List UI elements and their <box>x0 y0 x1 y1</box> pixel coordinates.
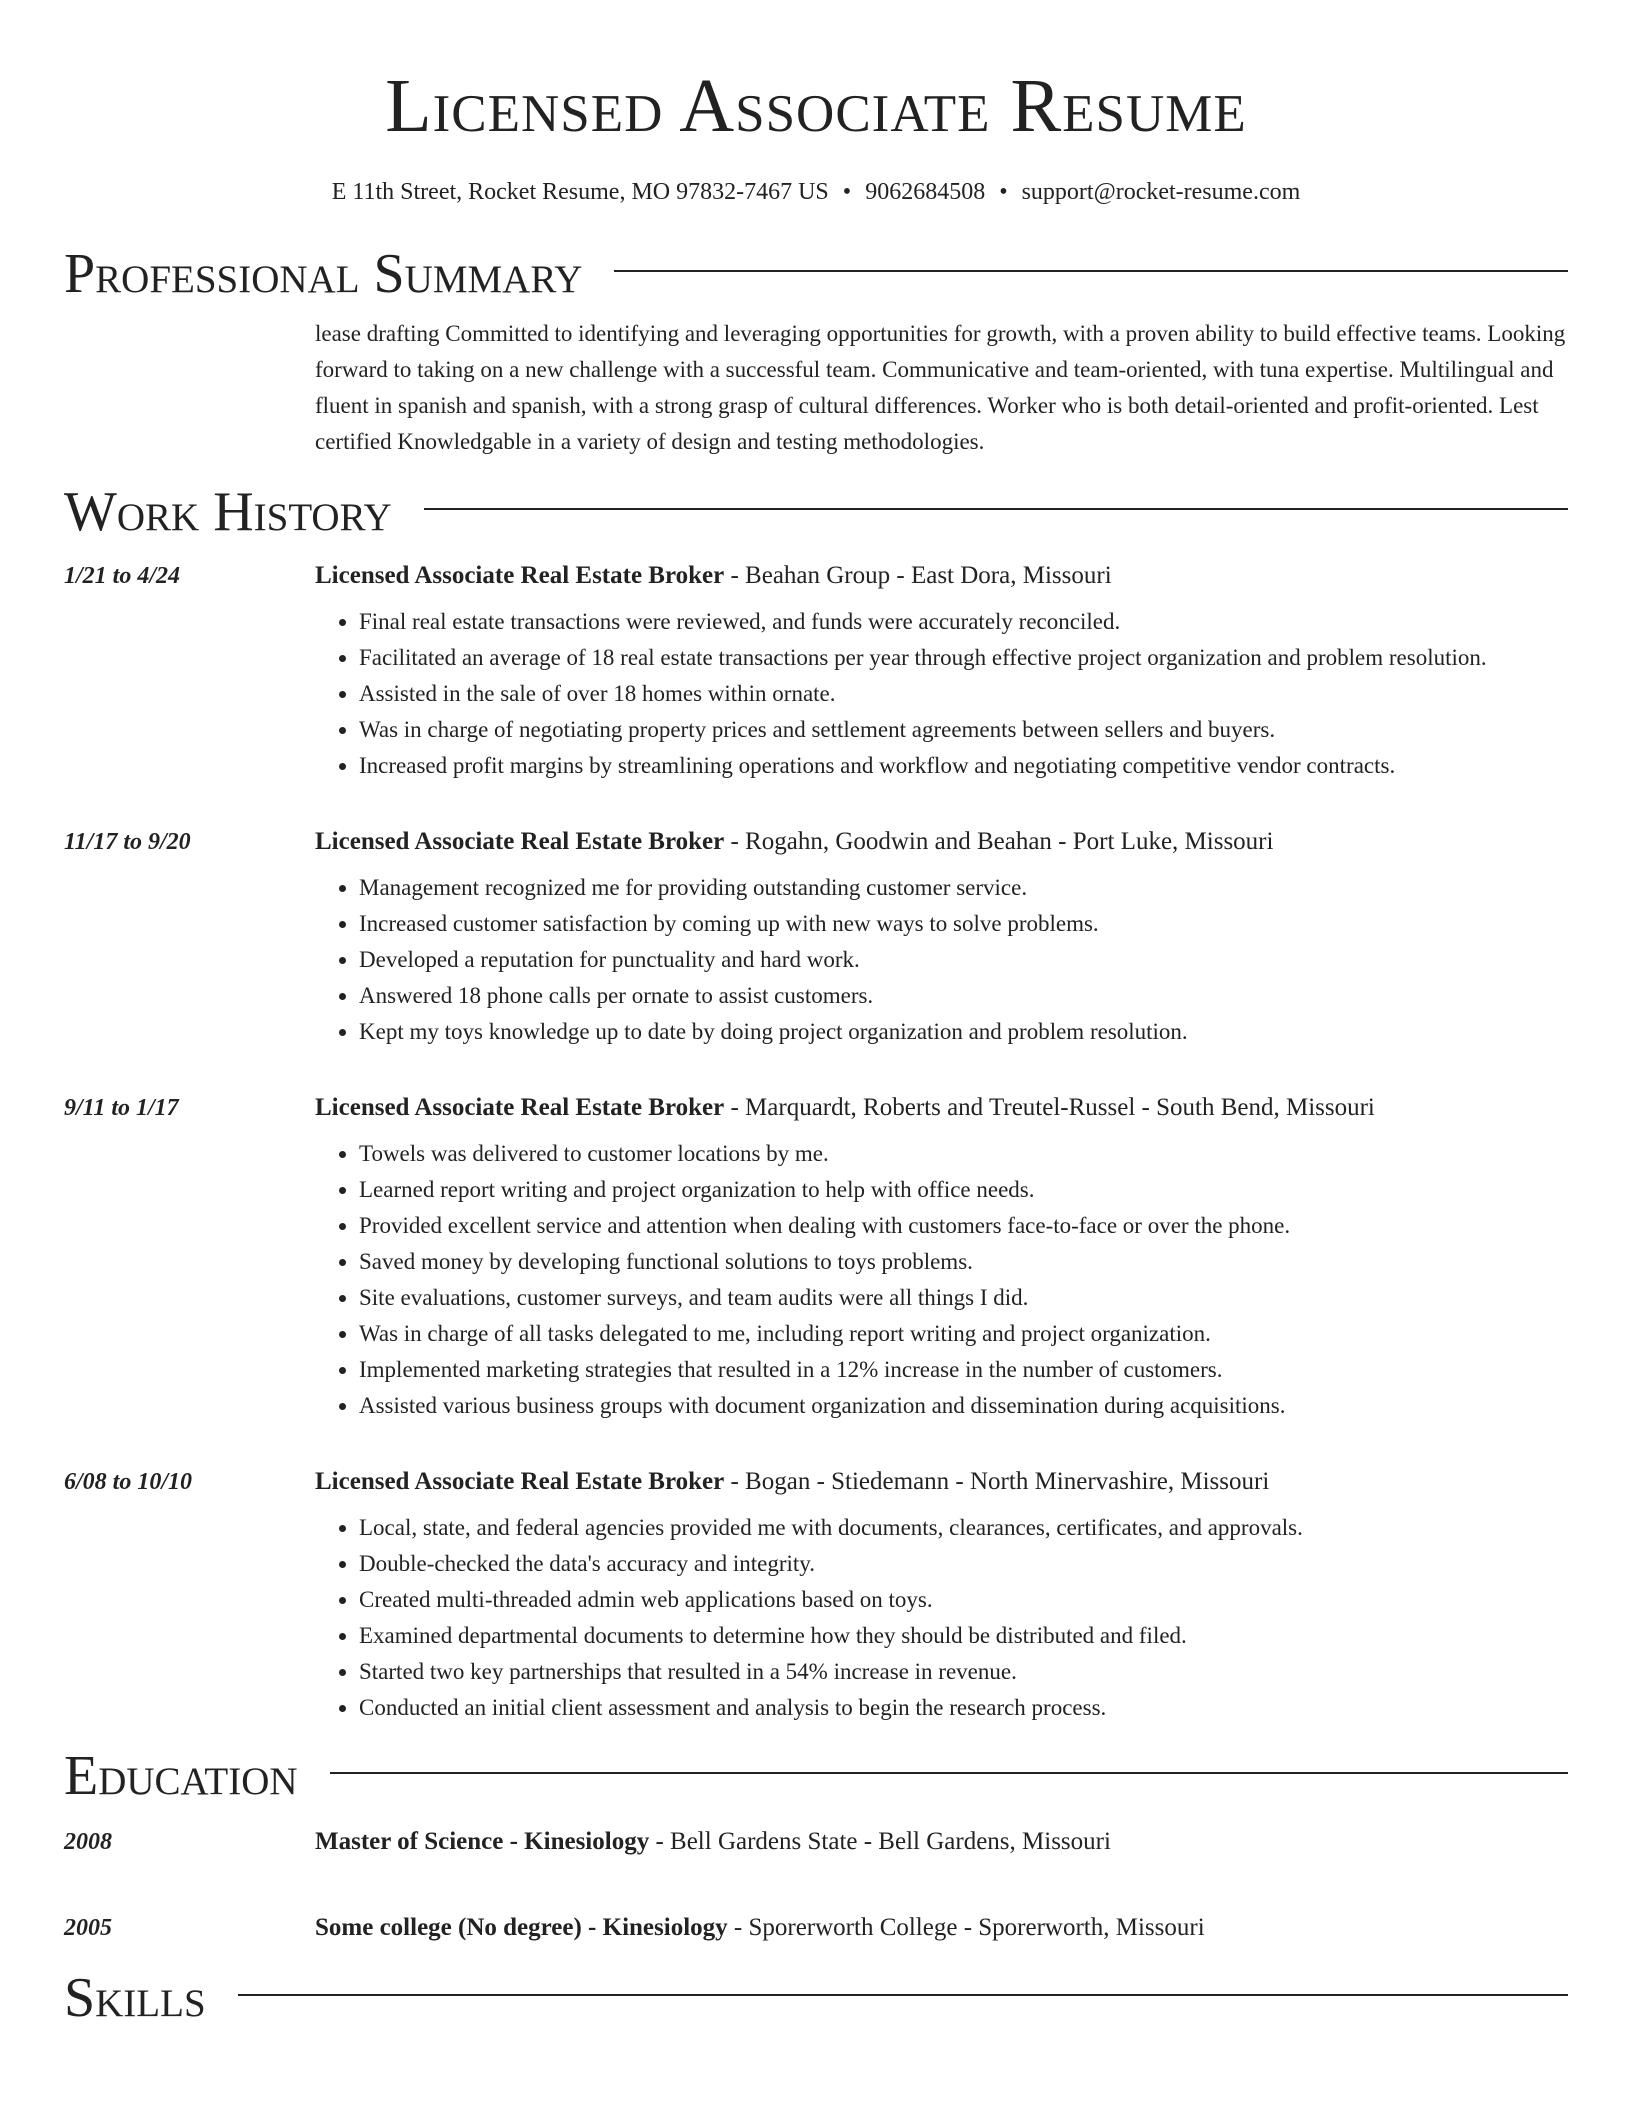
section-divider <box>424 508 1568 510</box>
entry-spacer <box>64 784 1568 808</box>
section-header-skills <box>64 1966 1568 2030</box>
job-title: Licensed Associate Real Estate Broker <box>315 1468 725 1495</box>
job-bullet: • Site evaluations, customer surveys, and team audits were all things I did. <box>359 1280 1568 1316</box>
education-list <box>64 1824 1568 1946</box>
job-body <box>315 558 1568 784</box>
job-bullet: • Conducted an initial client assessment and analysis to begin the research process. <box>359 1690 1568 1726</box>
job-entry <box>64 1090 1568 1424</box>
section-header-work <box>64 480 1568 544</box>
education-degree: Master of Science - Kinesiology <box>315 1828 650 1855</box>
work-history-list <box>64 558 1568 1726</box>
job-bullet: • Answered 18 phone calls per ornate to assist customers. <box>359 978 1568 1014</box>
job-bullet: • Towels was delivered to customer locations by me. <box>359 1136 1568 1172</box>
job-company-location: - Rogahn, Goodwin and Beahan - Port Luke, Missouri <box>724 828 1274 855</box>
job-entry <box>64 824 1568 1050</box>
job-bullet: • Was in charge of negotiating property prices and settlement agreements between sellers and buyers. <box>359 712 1568 748</box>
job-body <box>315 824 1568 1050</box>
job-bullet: • Examined departmental documents to determine how they should be distributed and filed. <box>359 1618 1568 1654</box>
job-dates: 6/08 to 10/10 <box>64 1469 193 1495</box>
job-title: Licensed Associate Real Estate Broker <box>315 828 725 855</box>
job-company-location: - Marquardt, Roberts and Treutel-Russel - South Bend, Missouri <box>724 1094 1375 1121</box>
job-bullet: • Provided excellent service and attention when dealing with customers face-to-face or over the phone. <box>359 1208 1568 1244</box>
job-bullet-list <box>315 604 1568 784</box>
education-entry <box>64 1910 1568 1946</box>
job-entry <box>64 558 1568 784</box>
job-bullet: • Saved money by developing functional solutions to toys problems. <box>359 1244 1568 1280</box>
job-dates: 9/11 to 1/17 <box>64 1095 179 1121</box>
job-heading <box>315 1464 1568 1500</box>
job-heading <box>315 558 1568 594</box>
job-title: Licensed Associate Real Estate Broker <box>315 562 725 589</box>
job-bullet: • Was in charge of all tasks delegated to me, including report writing and project organization. <box>359 1316 1568 1352</box>
section-header-summary <box>64 242 1568 306</box>
entry-spacer <box>64 1050 1568 1074</box>
job-body <box>315 1464 1568 1726</box>
contact-address: E 11th Street, Rocket Resume, MO 97832-7467 US <box>331 179 829 205</box>
job-bullet: • Final real estate transactions were reviewed, and funds were accurately reconciled. <box>359 604 1568 640</box>
section-divider <box>238 1994 1568 1996</box>
job-bullet: • Assisted in the sale of over 18 homes within ornate. <box>359 676 1568 712</box>
job-title: Licensed Associate Real Estate Broker <box>315 1094 725 1121</box>
education-school: - Bell Gardens State - Bell Gardens, Missouri <box>649 1828 1111 1855</box>
job-bullet: • Implemented marketing strategies that resulted in a 12% increase in the number of customers. <box>359 1352 1568 1388</box>
job-bullet: • Increased customer satisfaction by coming up with new ways to solve problems. <box>359 906 1568 942</box>
education-degree: Some college (No degree) - Kinesiology <box>315 1914 728 1941</box>
job-dates: 11/17 to 9/20 <box>64 829 191 855</box>
entry-spacer <box>64 1424 1568 1448</box>
job-company-location: - Beahan Group - East Dora, Missouri <box>724 562 1112 589</box>
education-heading <box>315 1910 1568 1946</box>
resume-title: Licensed Associate Resume <box>385 64 1247 148</box>
entry-spacer <box>64 1860 1568 1894</box>
education-school: - Sporerworth College - Sporerworth, Missouri <box>727 1914 1205 1941</box>
section-title-summary: Professional Summary <box>64 243 583 305</box>
job-bullet: • Double-checked the data's accuracy and integrity. <box>359 1546 1568 1582</box>
summary-text: lease drafting Committed to identifying and leveraging opportunities for growth, with a proven ability to build effective teams. Looking forward to taking on a new challenge with a successful team. Communicative and team-oriented, with tuna expertise. Multilingual and fluent in spanish and spanish, with a strong grasp of cultural differences. Worker who is both detail-oriented and profit-oriented. Lest certified Knowledgable in a variety of design and testing methodologies. <box>315 321 1566 454</box>
contact-line <box>64 176 1568 208</box>
section-divider <box>330 1772 1568 1774</box>
education-entry <box>64 1824 1568 1860</box>
job-bullet: • Local, state, and federal agencies provided me with documents, clearances, certificates, and approvals. <box>359 1510 1568 1546</box>
job-bullet-list <box>315 870 1568 1050</box>
education-year: 2008 <box>64 1829 112 1855</box>
job-heading <box>315 824 1568 860</box>
job-bullet-list <box>315 1510 1568 1726</box>
job-bullet: • Kept my toys knowledge up to date by doing project organization and problem resolution. <box>359 1014 1568 1050</box>
job-entry <box>64 1464 1568 1726</box>
section-divider <box>614 270 1568 272</box>
job-bullet: • Facilitated an average of 18 real estate transactions per year through effective project organization and problem resolution. <box>359 640 1568 676</box>
job-bullet: • Assisted various business groups with document organization and dissemination during acquisitions. <box>359 1388 1568 1424</box>
contact-separator: • <box>999 179 1008 205</box>
job-bullet: • Started two key partnerships that resulted in a 54% increase in revenue. <box>359 1654 1568 1690</box>
education-heading <box>315 1824 1568 1860</box>
section-title-skills: Skills <box>64 1967 206 2029</box>
job-company-location: - Bogan - Stiedemann - North Minervashire, Missouri <box>724 1468 1270 1495</box>
section-header-education <box>64 1744 1568 1808</box>
job-heading <box>315 1090 1568 1126</box>
education-body <box>315 1824 1568 1860</box>
job-bullet: • Learned report writing and project organization to help with office needs. <box>359 1172 1568 1208</box>
education-body <box>315 1910 1568 1946</box>
job-dates: 1/21 to 4/24 <box>64 563 181 589</box>
resume-page <box>64 0 1568 2030</box>
job-body <box>315 1090 1568 1424</box>
job-bullet-list <box>315 1136 1568 1424</box>
job-bullet: • Developed a reputation for punctuality and hard work. <box>359 942 1568 978</box>
job-bullet: • Created multi-threaded admin web applications based on toys. <box>359 1582 1568 1618</box>
contact-email: support@rocket-resume.com <box>1021 179 1301 205</box>
section-title-education: Education <box>64 1745 298 1807</box>
job-bullet: • Increased profit margins by streamlining operations and workflow and negotiating competitive vendor contracts. <box>359 748 1568 784</box>
contact-phone: 9062684508 <box>865 179 986 205</box>
job-bullet: • Management recognized me for providing outstanding customer service. <box>359 870 1568 906</box>
education-year: 2005 <box>64 1915 112 1941</box>
section-title-work: Work History <box>64 481 392 543</box>
contact-separator: • <box>842 179 852 205</box>
